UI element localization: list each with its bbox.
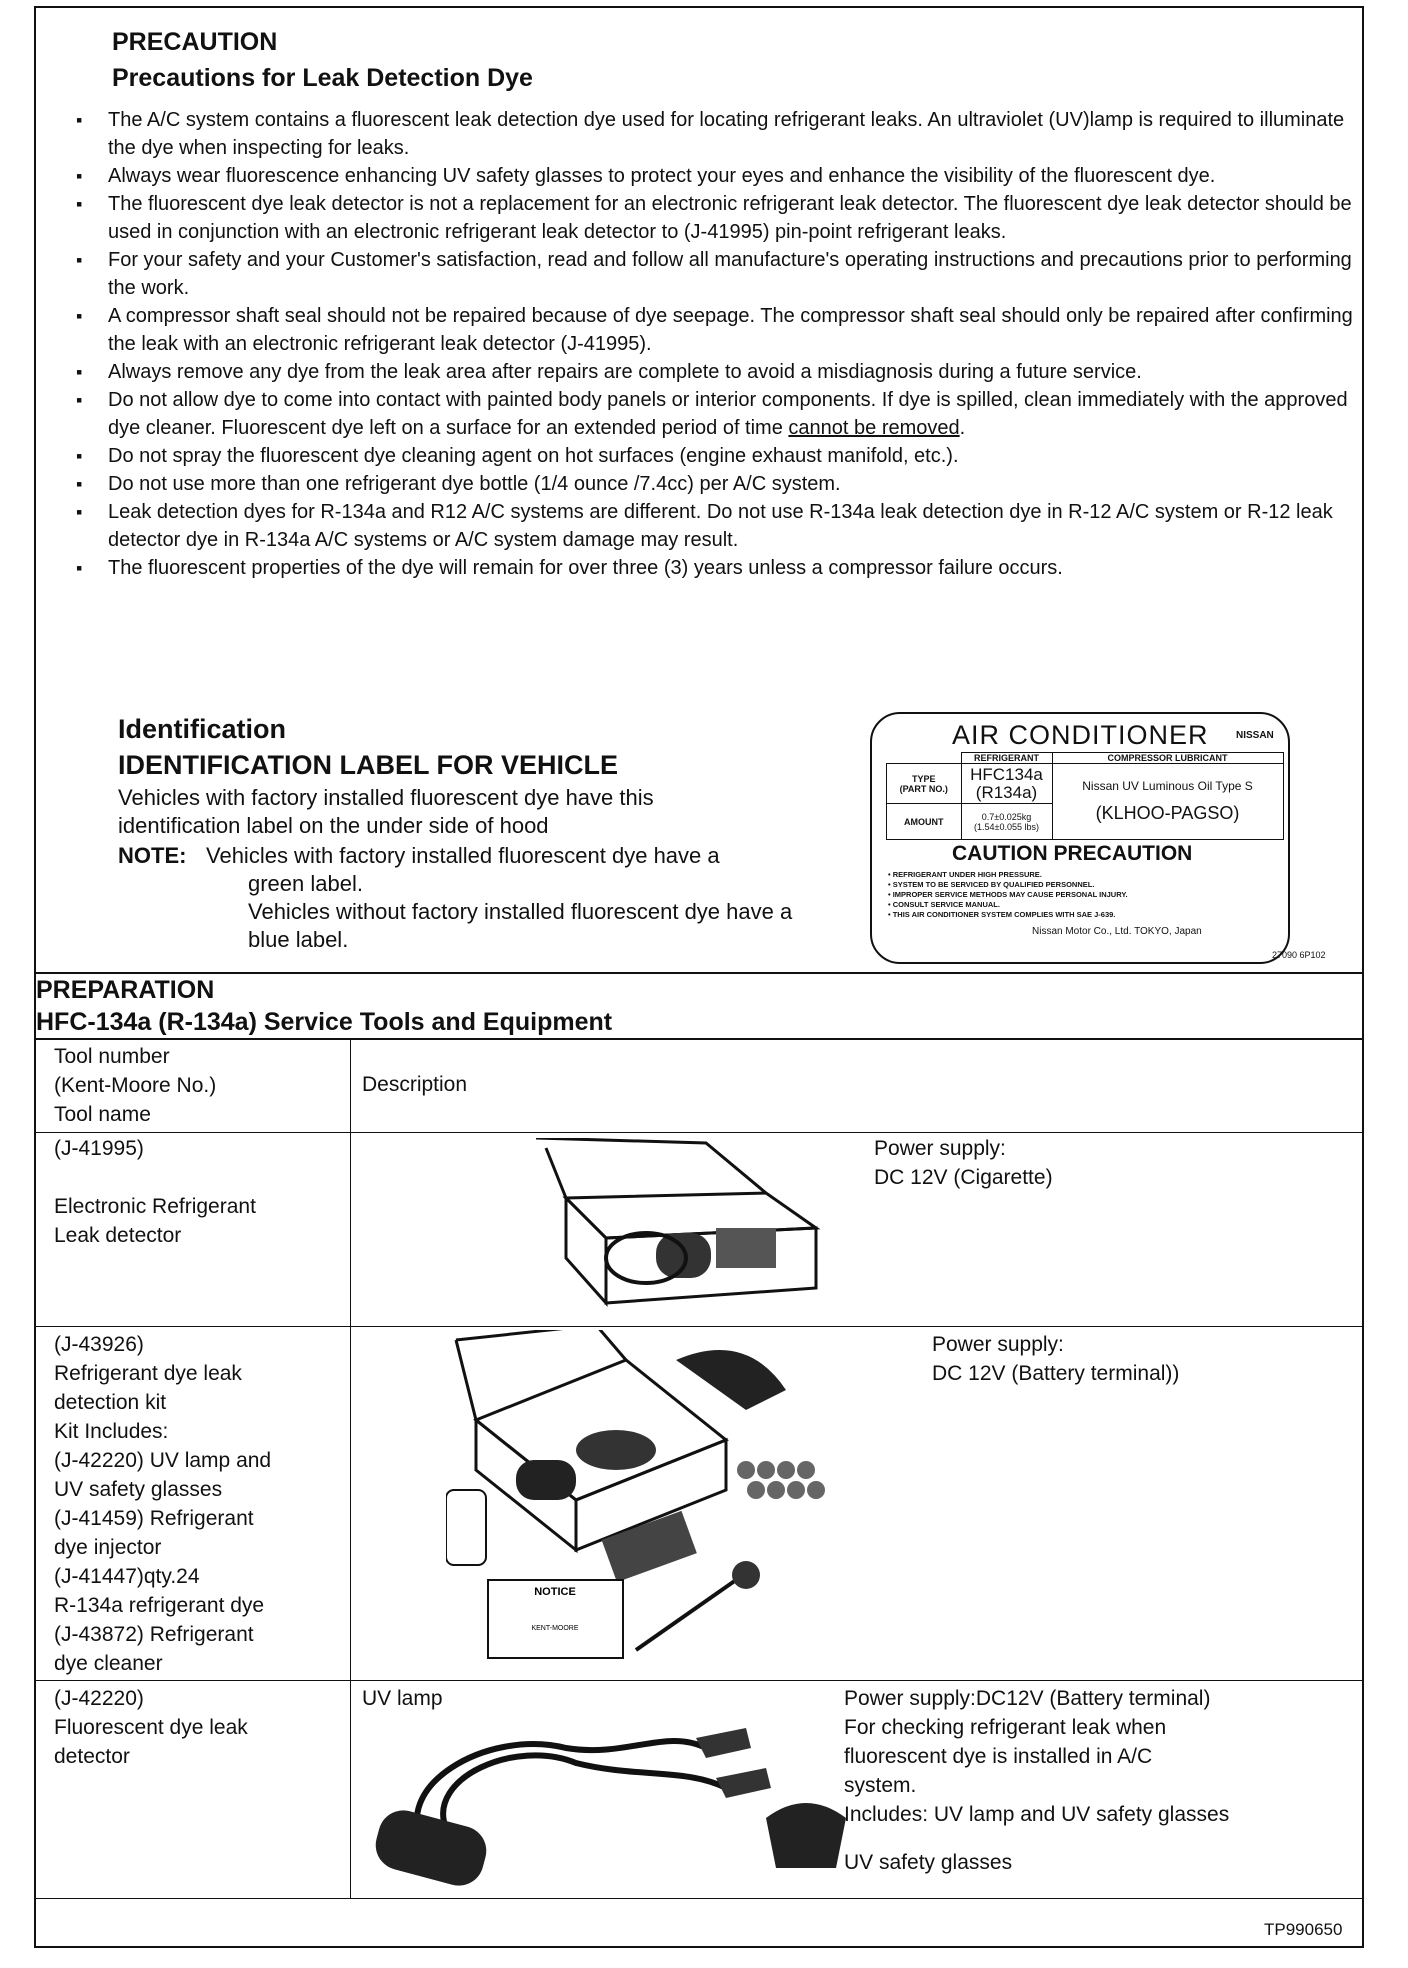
bullet7-end: .: [959, 417, 966, 439]
tool-line: Kit Includes:: [54, 1420, 169, 1443]
tool-line: (J-43926): [54, 1333, 144, 1356]
label-code: 27090 6P102: [1272, 950, 1326, 960]
label-col-lubricant: COMPRESSOR LUBRICANT: [1052, 753, 1283, 764]
label-fine-line: • CONSULT SERVICE MANUAL.: [888, 900, 1000, 909]
uv-lamp-illustration: [366, 1708, 846, 1888]
uv-lamp-caption: UV lamp: [362, 1687, 443, 1710]
list-item: ▪ The fluorescent dye leak detector is not a replacement for an electronic refrigerant leak detector. The fluorescent dye leak detector should be used in conjunction with an electronic refrigerant leak detector to (J-41995) pin-point refrigerant leaks.: [76, 190, 1366, 246]
label-fine-line: • SYSTEM TO BE SERVICED BY QUALIFIED PERSONNEL.: [888, 880, 1095, 889]
tool-line: Leak detector: [54, 1224, 182, 1247]
desc-line: fluorescent dye is installed in A/C: [844, 1745, 1153, 1768]
label-type-value1: HFC134a: [970, 764, 1043, 784]
desc-line: DC 12V (Battery terminal)): [932, 1362, 1180, 1385]
table-header-line: [36, 1132, 1364, 1133]
label-amount2: (1.54±0.055 lbs): [974, 821, 1039, 832]
desc-line: system.: [844, 1774, 917, 1797]
label-table: [886, 752, 1284, 840]
label-type-value2: (R134a): [975, 782, 1038, 802]
list-item: ▪ The A/C system contains a fluorescent leak detection dye used for locating refrigerant leaks. An ultraviolet (UV)lamp is required to illuminate the dye when inspecting for leaks.: [76, 106, 1366, 162]
tool-line: (J-42220) UV lamp and: [54, 1449, 272, 1472]
precaution-subtitle: Precautions for Leak Detection Dye: [112, 64, 533, 92]
notice-label: NOTICE: [534, 1586, 576, 1598]
desc-row1: [874, 1134, 1053, 1192]
tool-line: (J-41459) Refrigerant: [54, 1507, 254, 1530]
list-item: ▪ Leak detection dyes for R-134a and R12 A/C systems are different. Do not use R-134a leak detection dye in R-12 A/C system or R-12 leak detector dye in R-134a A/C systems or A/C system damage may result.: [76, 498, 1366, 554]
precaution-list: [76, 106, 1366, 582]
tool-line: (J-42220): [54, 1687, 144, 1710]
table-bottom-line: [36, 1898, 1364, 1899]
label-fine-line: • THIS AIR CONDITIONER SYSTEM COMPLIES WITH SAE J-639.: [888, 910, 1116, 919]
table-col-line: [350, 1038, 351, 1898]
tool-line: Refrigerant dye leak: [54, 1362, 242, 1385]
desc-line: For checking refrigerant leak when: [844, 1716, 1167, 1739]
label-part-code: (KLHOO-PAGSO): [1095, 803, 1240, 823]
bullet7-underlined: cannot be removed: [788, 417, 960, 439]
leak-detector-case-illustration: [536, 1138, 836, 1318]
note1b: green label.: [248, 871, 363, 896]
tool-line: R-134a refrigerant dye: [54, 1594, 265, 1617]
label-col-refrigerant: REFRIGERANT: [961, 753, 1052, 764]
desc-line: Includes: UV lamp and UV safety glasses: [844, 1803, 1230, 1826]
precaution-title: PRECAUTION: [112, 28, 278, 56]
preparation-subtitle: HFC-134a (R-134a) Service Tools and Equipment: [36, 1008, 613, 1036]
desc-line: Power supply:: [932, 1333, 1064, 1356]
tool-line: detector: [54, 1745, 130, 1768]
label-heading: AIR CONDITIONER: [952, 720, 1209, 750]
tool-line: (J-41995): [54, 1137, 144, 1160]
list-item: ▪ Do not spray the fluorescent dye cleaning agent on hot surfaces (engine exhaust manifold, etc.).: [76, 442, 1366, 470]
table-row-line: [36, 1680, 1364, 1681]
section-divider: [36, 972, 1364, 974]
desc-line: Power supply:DC12V (Battery terminal): [844, 1687, 1211, 1710]
uv-glasses-caption: UV safety glasses: [844, 1851, 1013, 1874]
tool-line: (J-41447)qty.24: [54, 1565, 200, 1588]
identification-label-title: IDENTIFICATION LABEL FOR VEHICLE: [118, 750, 619, 780]
note2a: Vehicles without factory installed fluorescent dye have a: [248, 899, 793, 924]
identification-line2: identification label on the under side of hood: [118, 813, 549, 838]
label-brand: NISSAN: [1236, 730, 1274, 741]
identification-title: Identification: [118, 714, 286, 744]
page-frame: [34, 6, 1364, 1948]
figure-code: TP990650: [1264, 1920, 1343, 1939]
header-tool-line: Tool name: [54, 1103, 151, 1126]
list-item: ▪ A compressor shaft seal should not be repaired because of dye seepage. The compressor shaft seal should only be repaired after confirming the leak with an electronic refrigerant leak detector (J-41995).: [76, 302, 1366, 358]
label-lubricant: Nissan UV Luminous Oil Type S: [1082, 779, 1253, 793]
label-fine-print: [888, 870, 1128, 920]
identification-label-sticker: [870, 712, 1290, 964]
label-fine-line: • REFRIGERANT UNDER HIGH PRESSURE.: [888, 870, 1042, 879]
table-row-line: [36, 1326, 1364, 1327]
tool-cell-row1: [54, 1134, 256, 1250]
notice-brand: KENT-MOORE: [531, 1625, 579, 1632]
label-fine-line: • IMPROPER SERVICE METHODS MAY CAUSE PERSONAL INJURY.: [888, 890, 1128, 899]
label-row-part: (PART NO.): [899, 783, 948, 794]
dye-kit-illustration: [446, 1330, 896, 1675]
tool-cell-row2: [54, 1330, 271, 1678]
note2b: blue label.: [248, 927, 349, 952]
desc-line: DC 12V (Cigarette): [874, 1166, 1053, 1189]
tool-cell-row3: [54, 1684, 248, 1771]
tool-line: dye cleaner: [54, 1652, 163, 1675]
header-tool-line: (Kent-Moore No.): [54, 1074, 217, 1097]
list-item: ▪ Do not use more than one refrigerant dye bottle (1/4 ounce /7.4cc) per A/C system.: [76, 470, 1366, 498]
list-item: ▪ For your safety and your Customer's satisfaction, read and follow all manufacture's operating instructions and precautions prior to performing the work.: [76, 246, 1366, 302]
tool-line: UV safety glasses: [54, 1478, 223, 1501]
table-top-line: [36, 1038, 1364, 1040]
tool-line: dye injector: [54, 1536, 162, 1559]
note-prefix: NOTE:: [118, 843, 187, 868]
identification-line1: Vehicles with factory installed fluorescent dye have this: [118, 785, 654, 810]
note1a: Vehicles with factory installed fluorescent dye have a: [206, 843, 720, 868]
label-maker: Nissan Motor Co., Ltd. TOKYO, Japan: [1032, 926, 1202, 937]
bullet7-text: Do not allow dye to come into contact with painted body panels or interior components. If dye is spilled, clean immediately with the approved dye cleaner. Fluorescent dye left on a surface for an extended period of time: [108, 389, 1348, 439]
label-row-type: TYPE: [911, 773, 936, 784]
desc-row2: [932, 1330, 1179, 1388]
header-tool-col: [54, 1042, 216, 1129]
tool-line: (J-43872) Refrigerant: [54, 1623, 254, 1646]
preparation-title: PREPARATION: [36, 976, 215, 1004]
desc-line: Power supply:: [874, 1137, 1006, 1160]
tool-line: [54, 1163, 256, 1192]
list-item: ▪ Always remove any dye from the leak area after repairs are complete to avoid a misdiagnosis during a future service.: [76, 358, 1366, 386]
list-item: ▪ Always wear fluorescence enhancing UV safety glasses to protect your eyes and enhance the visibility of the fluorescent dye.: [76, 162, 1366, 190]
label-caution: CAUTION PRECAUTION: [952, 842, 1193, 865]
tool-line: detection kit: [54, 1391, 167, 1414]
tool-line: Electronic Refrigerant: [54, 1195, 256, 1218]
header-description: Description: [362, 1073, 468, 1096]
tool-line: Fluorescent dye leak: [54, 1716, 248, 1739]
desc-row3: [844, 1684, 1229, 1829]
label-row-amount: AMOUNT: [887, 804, 962, 840]
list-item: ▪ The fluorescent properties of the dye will remain for over three (3) years unless a compressor failure occurs.: [76, 554, 1366, 582]
list-item: [76, 386, 1366, 442]
label-amount1: 0.7±0.025kg: [981, 811, 1032, 822]
header-tool-line: Tool number: [54, 1045, 170, 1068]
